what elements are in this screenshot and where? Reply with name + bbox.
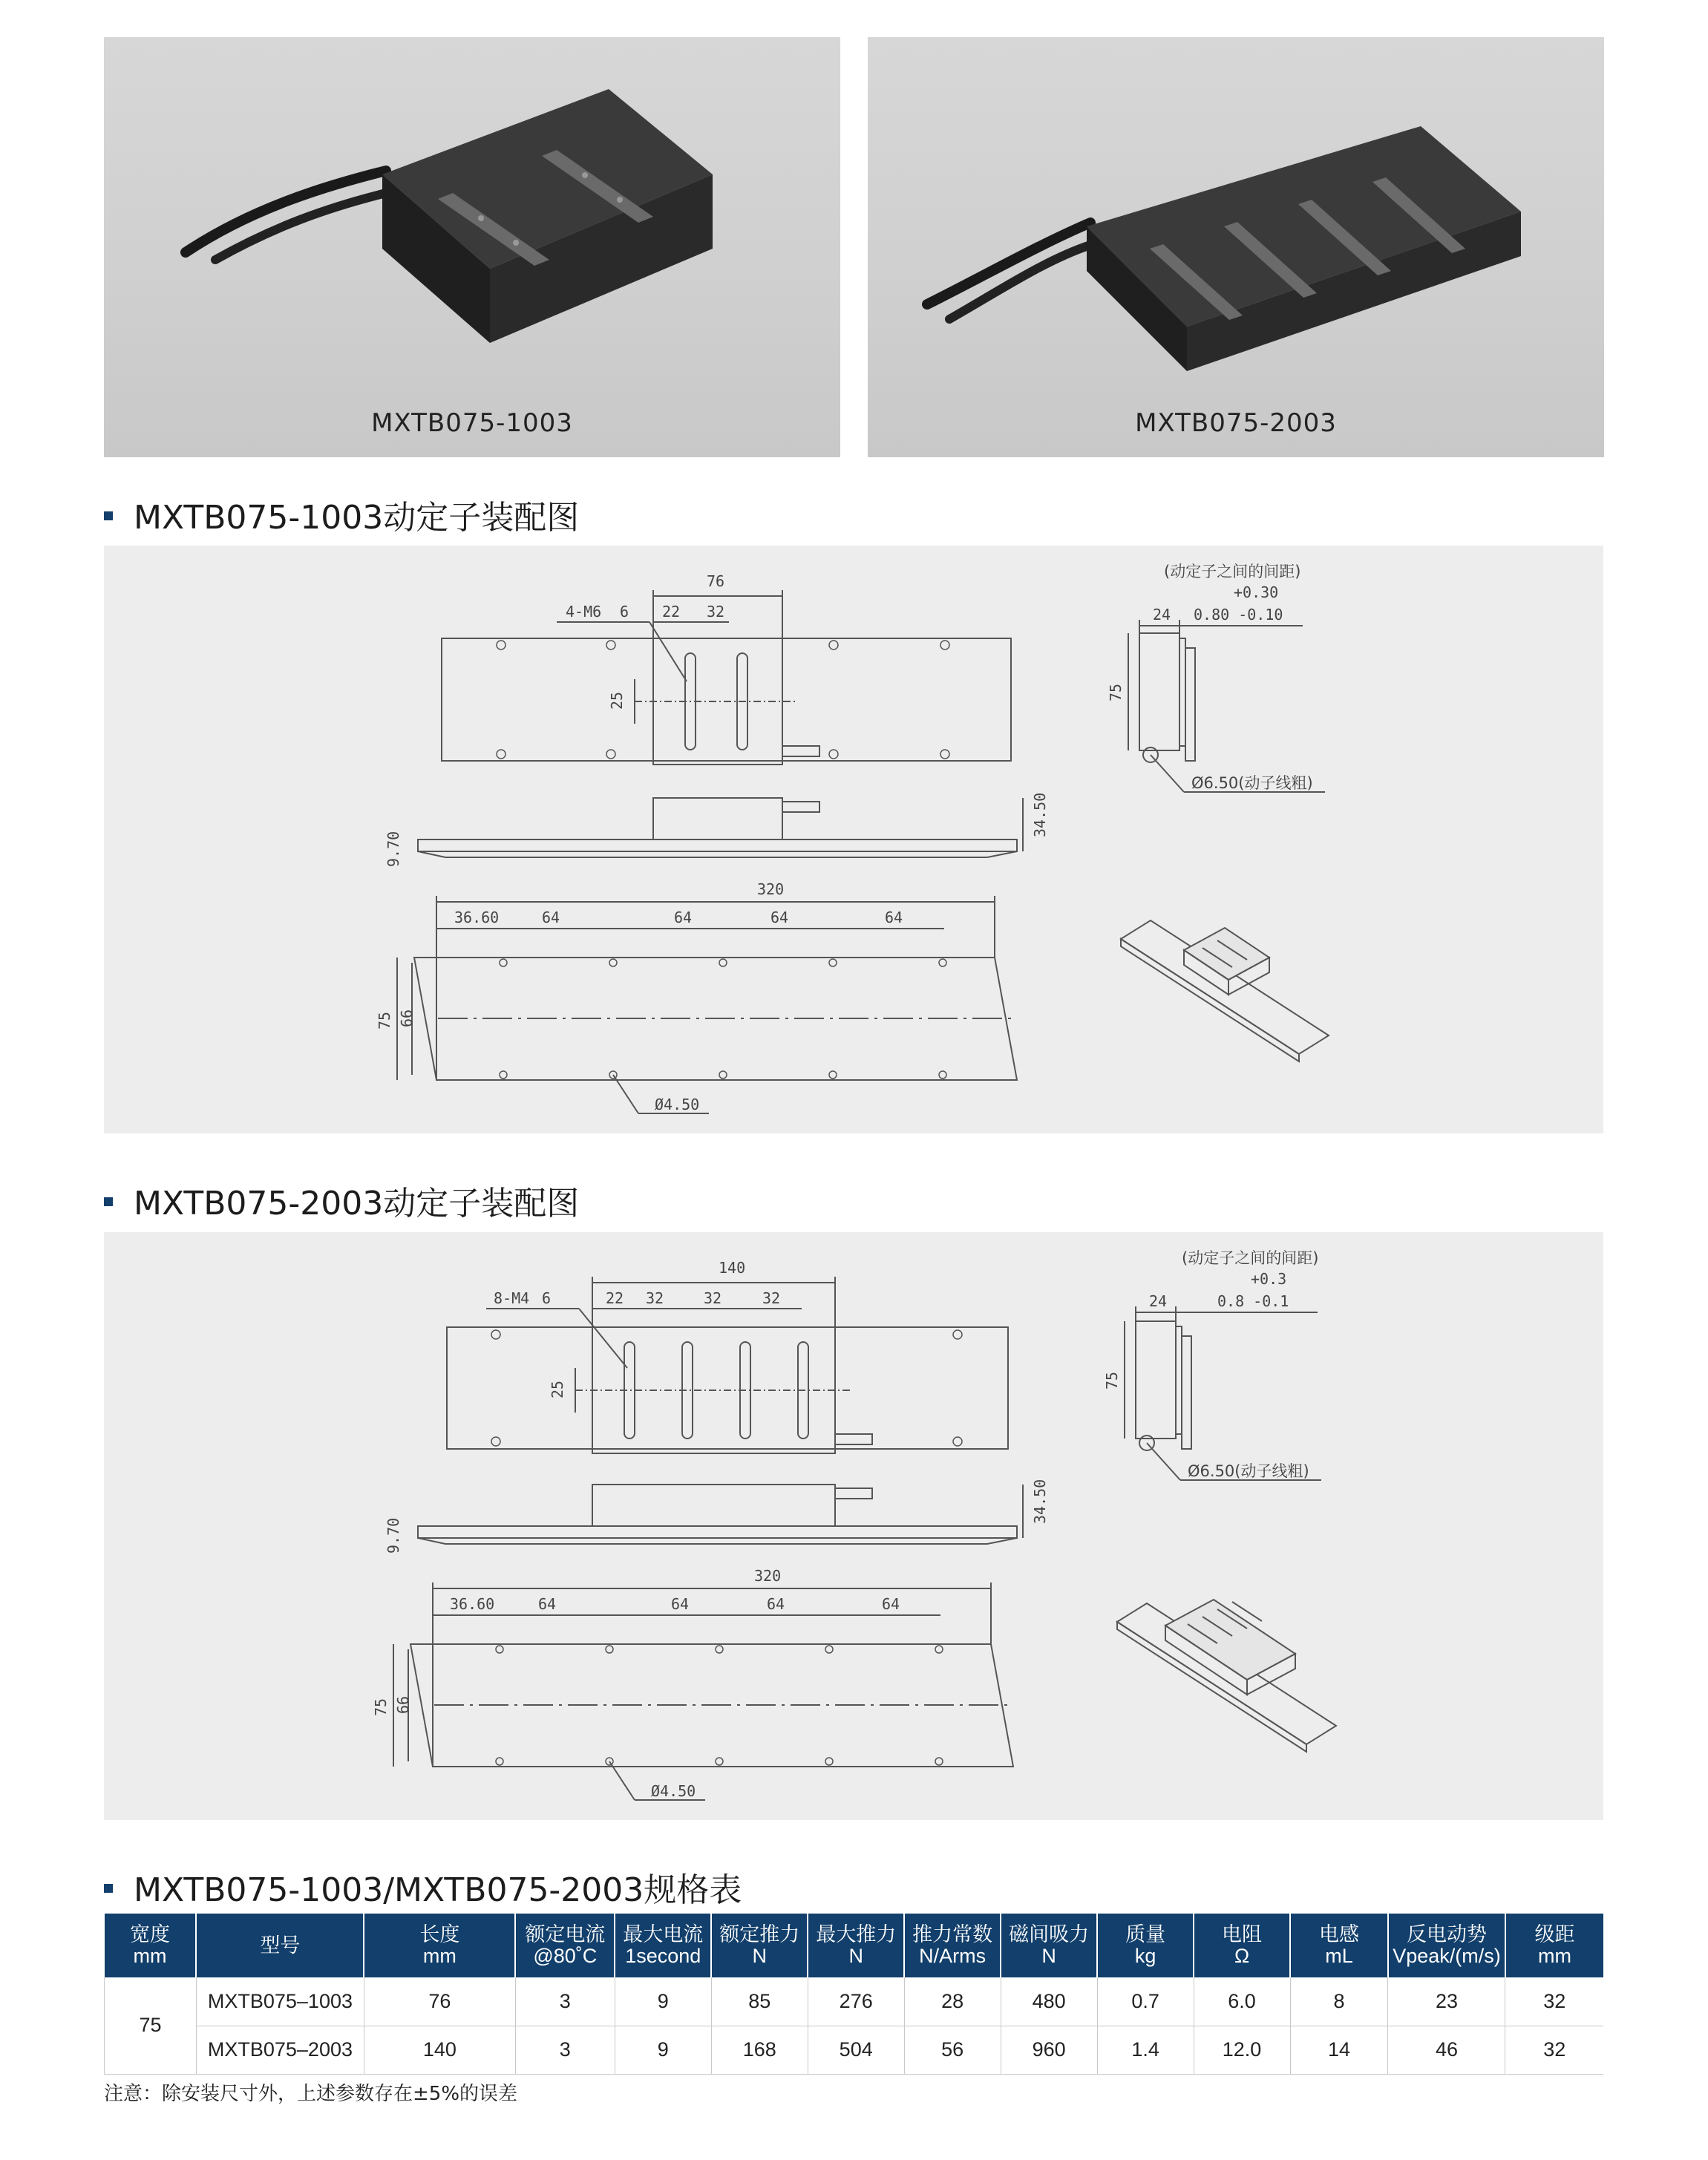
dim-slot-pitch: 32 — [704, 1289, 722, 1307]
cable-diameter: Ø6.50(动子线粗) — [1191, 774, 1313, 792]
table-cell: 28 — [904, 1977, 1001, 2026]
dim-slot-pitch: 32 — [762, 1289, 781, 1307]
dim-stator-length: 320 — [757, 880, 785, 898]
dim-hole-depth: 6 — [620, 603, 629, 621]
table-row — [105, 2026, 1604, 2074]
table-cell: 14 — [1290, 2026, 1388, 2074]
dim-stator-length: 320 — [754, 1567, 782, 1585]
table-cell: 276 — [808, 1977, 904, 2026]
dim-hole-spec: 8-M4 — [494, 1289, 530, 1307]
header-cell: 磁间吸力 N — [1001, 1914, 1097, 1977]
header-cell: 额定推力 N — [711, 1914, 808, 1977]
dim-hole-span: 66 — [394, 1695, 412, 1714]
section-marker — [104, 1197, 113, 1206]
side-tol-plus: +0.30 — [1234, 583, 1279, 601]
product-photo-2003 — [868, 37, 1604, 457]
dim-slot-pitch: 32 — [646, 1289, 664, 1307]
section-title — [104, 1182, 580, 1223]
model-cell: MXTB075–1003 — [196, 1977, 364, 2026]
table-cell: 3 — [515, 2026, 615, 2074]
table-cell: 56 — [904, 2026, 1001, 2074]
table-cell: 46 — [1388, 2026, 1505, 2074]
table-cell: 85 — [711, 1977, 808, 2026]
dim-slot-height: 25 — [608, 691, 626, 710]
header-cell: 型号 — [196, 1914, 364, 1977]
table-cell: 8 — [1290, 1977, 1388, 2026]
section-title-text: MXTB075-1003动定子装配图 — [134, 499, 580, 537]
dim-pitch: 64 — [674, 909, 693, 926]
dim-slot-height: 25 — [549, 1380, 566, 1398]
section-marker — [104, 511, 113, 520]
table-cell: 9 — [615, 2026, 711, 2074]
table-cell: 76 — [364, 1977, 515, 2026]
table-cell: 480 — [1001, 1977, 1097, 2026]
header-cell: 宽度 mm — [105, 1914, 197, 1977]
dim-slot-offset: 22 — [662, 603, 681, 621]
assembly-drawing-2003 — [104, 1232, 1603, 1820]
side-gap: 0.80 -0.10 — [1194, 606, 1283, 624]
photo-caption: MXTB075-1003 — [371, 408, 573, 438]
dim-plate-width: 75 — [372, 1698, 390, 1716]
dim-slot-pitch: 32 — [707, 603, 725, 621]
dim-hole-diameter: Ø4.50 — [651, 1782, 696, 1800]
table-cell: 3 — [515, 1977, 615, 2026]
section-marker — [104, 1884, 113, 1893]
side-gap-title: (动定子之间的间距) — [1182, 1249, 1319, 1267]
motor-image-1003 — [104, 37, 840, 457]
width-cell: 75 — [105, 1977, 197, 2074]
dim-mover-length: 76 — [707, 572, 725, 590]
header-cell: 长度 mm — [364, 1914, 515, 1977]
header-cell: 额定电流 @80˚C — [515, 1914, 615, 1977]
dim-first-hole: 36.60 — [454, 909, 500, 926]
header-cell: 电感 mL — [1290, 1914, 1388, 1977]
dim-hole-spec: 4-M6 — [566, 603, 602, 621]
dim-pitch: 64 — [770, 909, 789, 926]
dim-total-height: 34.50 — [1031, 792, 1049, 837]
table-cell: 23 — [1388, 1977, 1505, 2026]
table-cell: 960 — [1001, 2026, 1097, 2074]
dim-pitch: 64 — [882, 1595, 900, 1613]
table-cell: 140 — [364, 2026, 515, 2074]
dim-total-height: 34.50 — [1031, 1479, 1049, 1524]
table-cell: 32 — [1505, 1977, 1603, 2026]
dim-hole-span: 66 — [398, 1009, 416, 1027]
header-cell: 最大电流 1second — [615, 1914, 711, 1977]
side-height: 75 — [1107, 683, 1125, 701]
dim-base-height: 9.70 — [385, 1517, 402, 1554]
table-cell: 1.4 — [1097, 2026, 1194, 2074]
header-cell: 级距 mm — [1505, 1914, 1603, 1977]
table-cell: 9 — [615, 1977, 711, 2026]
model-cell: MXTB075–2003 — [196, 2026, 364, 2074]
header-cell: 电阻 Ω — [1194, 1914, 1290, 1977]
dim-pitch: 64 — [767, 1595, 785, 1613]
dim-base-height: 9.70 — [385, 831, 402, 867]
product-photo-1003 — [104, 37, 840, 457]
dim-slot-offset: 22 — [606, 1289, 624, 1307]
header-cell: 推力常数 N/Arms — [904, 1914, 1001, 1977]
iso-view-2003 — [1117, 1600, 1336, 1752]
side-width: 24 — [1153, 606, 1171, 624]
section-title — [104, 496, 580, 537]
dim-pitch: 64 — [538, 1595, 557, 1613]
side-width: 24 — [1149, 1292, 1168, 1310]
dim-hole-depth: 6 — [542, 1289, 552, 1307]
table-cell: 6.0 — [1194, 1977, 1290, 2026]
side-gap-title: (动定子之间的间距) — [1164, 563, 1301, 580]
assembly-drawing-1003 — [104, 546, 1603, 1133]
iso-view-1003 — [1121, 920, 1329, 1061]
dim-pitch: 64 — [885, 909, 903, 926]
dim-pitch: 64 — [542, 909, 560, 926]
dim-first-hole: 36.60 — [450, 1595, 495, 1613]
tolerance-note: 注意：除安装尺寸外，上述参数存在±5%的误差 — [104, 2083, 518, 2105]
header-cell: 质量 kg — [1097, 1914, 1194, 1977]
header-cell: 最大推力 N — [808, 1914, 904, 1977]
dim-mover-length: 140 — [719, 1259, 746, 1277]
dim-plate-width: 75 — [376, 1011, 393, 1030]
cable-diameter: Ø6.50(动子线粗) — [1188, 1462, 1309, 1480]
section-title-text: MXTB075-2003动定子装配图 — [134, 1185, 580, 1223]
table-row — [105, 1977, 1604, 2026]
section-title-text: MXTB075-1003/MXTB075-2003规格表 — [134, 1871, 742, 1909]
dim-hole-diameter: Ø4.50 — [655, 1096, 700, 1113]
side-height: 75 — [1103, 1371, 1121, 1390]
table-cell: 32 — [1505, 2026, 1603, 2074]
header-cell: 反电动势 Vpeak/(m/s) — [1388, 1914, 1505, 1977]
table-cell: 504 — [808, 2026, 904, 2074]
table-cell: 168 — [711, 2026, 808, 2074]
section-title — [104, 1868, 742, 1909]
spec-table — [104, 1914, 1603, 2075]
photo-caption: MXTB075-2003 — [1135, 408, 1337, 438]
table-header-row — [105, 1914, 1604, 1977]
side-tol-plus: +0.3 — [1251, 1270, 1287, 1288]
dim-pitch: 64 — [671, 1595, 690, 1613]
motor-image-2003 — [868, 37, 1604, 457]
side-gap: 0.8 -0.1 — [1217, 1292, 1289, 1310]
table-cell: 12.0 — [1194, 2026, 1290, 2074]
table-cell: 0.7 — [1097, 1977, 1194, 2026]
